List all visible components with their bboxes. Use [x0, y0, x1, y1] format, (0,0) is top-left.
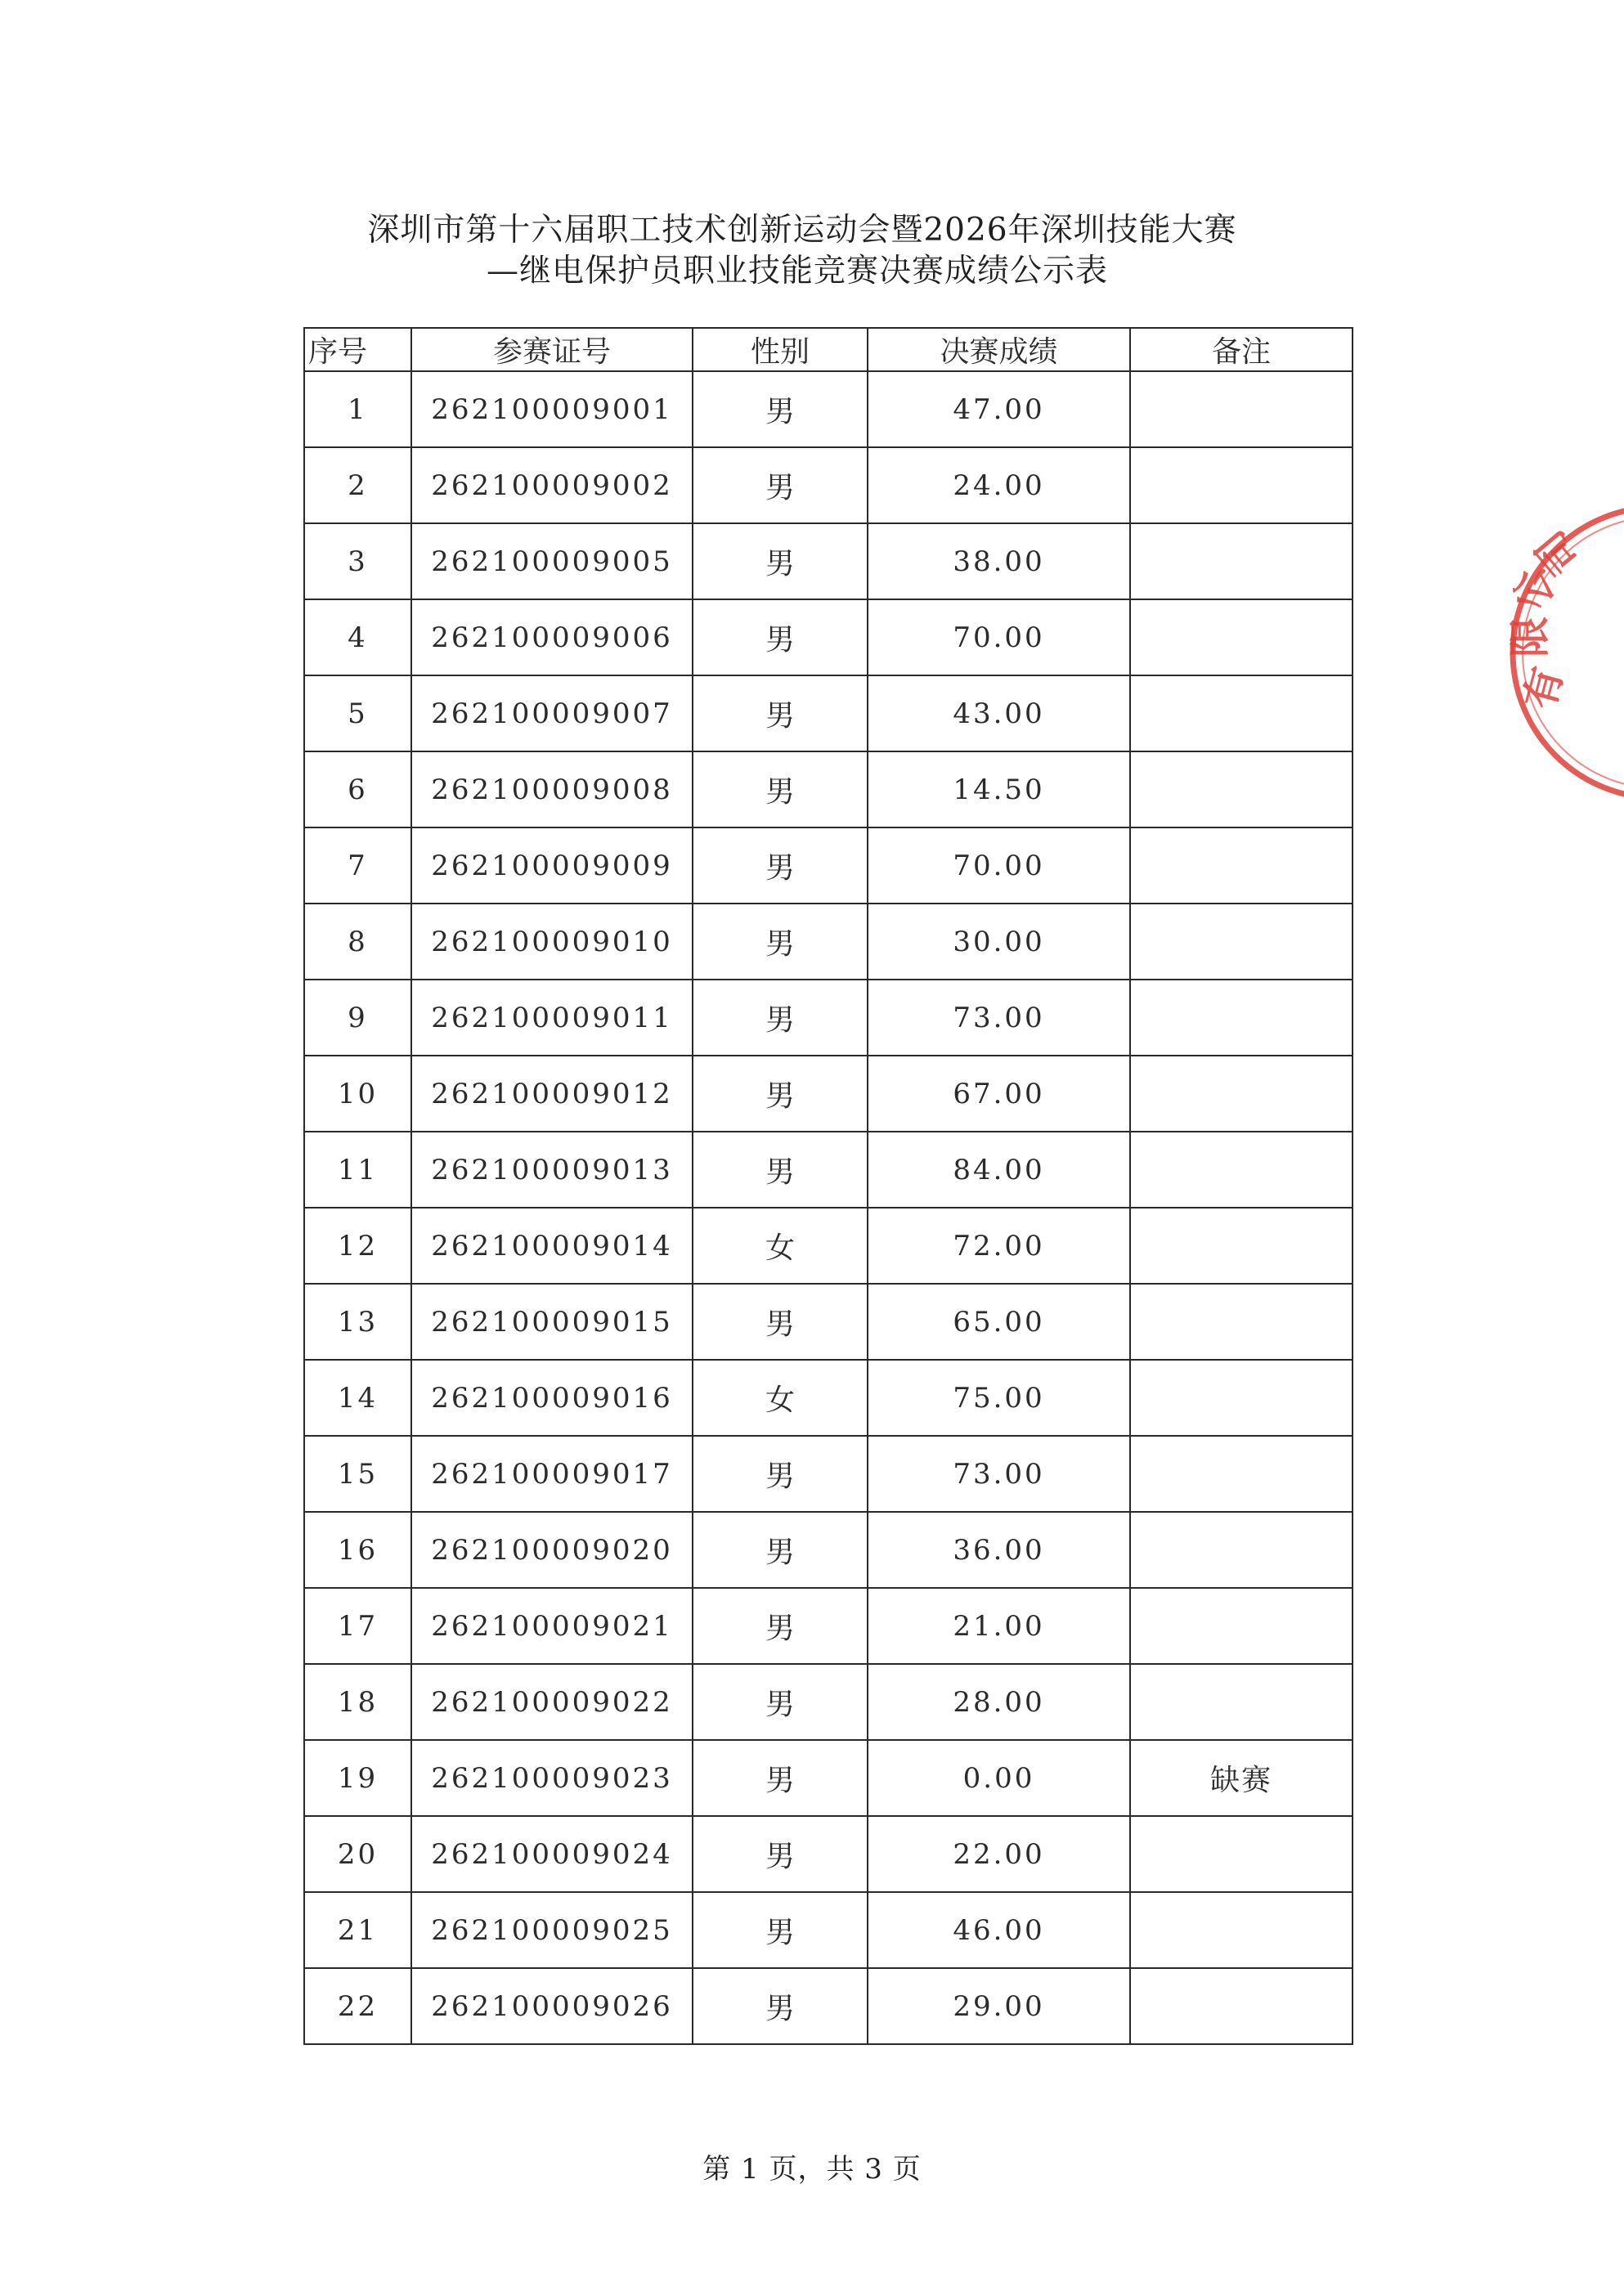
cell-cert-no: 262100009012: [411, 1056, 693, 1132]
table-row: [304, 1968, 1353, 2044]
cell-cert-no: 262100009011: [411, 980, 693, 1056]
cell-final-score: 46.00: [868, 1892, 1130, 1968]
cell-final-score: 38.00: [868, 523, 1130, 599]
cell-final-score: 47.00: [868, 371, 1130, 447]
table-row: [304, 1588, 1353, 1664]
table-row: [304, 1208, 1353, 1284]
cell-note: 缺赛: [1130, 1740, 1353, 1816]
cell-serial-no: 13: [304, 1284, 411, 1360]
cell-serial-no: 12: [304, 1208, 411, 1284]
cell-cert-no: 262100009010: [411, 904, 693, 980]
cell-gender: 男: [693, 1968, 868, 2044]
cell-serial-no: 19: [304, 1740, 411, 1816]
table-row: [304, 1892, 1353, 1968]
cell-cert-no: 262100009009: [411, 827, 693, 904]
cell-cert-no: 262100009022: [411, 1664, 693, 1740]
cell-note: [1130, 1512, 1353, 1588]
cell-serial-no: 4: [304, 599, 411, 675]
header-serial-no: 序号: [304, 328, 411, 371]
cell-final-score: 67.00: [868, 1056, 1130, 1132]
cell-note: [1130, 1892, 1353, 1968]
document-subtitle: —继电保护员职业技能竞赛决赛成绩公示表: [486, 253, 1108, 289]
cell-note: [1130, 751, 1353, 827]
header-final-score: 决赛成绩: [868, 328, 1130, 371]
cell-serial-no: 1: [304, 371, 411, 447]
cell-serial-no: 2: [304, 447, 411, 523]
cell-note: [1130, 1436, 1353, 1512]
cell-note: [1130, 904, 1353, 980]
cell-cert-no: 262100009020: [411, 1512, 693, 1588]
cell-gender: 男: [693, 1816, 868, 1892]
cell-cert-no: 262100009021: [411, 1588, 693, 1664]
cell-gender: 男: [693, 1056, 868, 1132]
cell-gender: 男: [693, 1436, 868, 1512]
cell-cert-no: 262100009007: [411, 675, 693, 751]
cell-cert-no: 262100009014: [411, 1208, 693, 1284]
cell-note: [1130, 523, 1353, 599]
cell-note: [1130, 1056, 1353, 1132]
cell-gender: 男: [693, 980, 868, 1056]
table-row: [304, 751, 1353, 827]
cell-serial-no: 8: [304, 904, 411, 980]
header-cert-no: 参赛证号: [411, 328, 693, 371]
cell-cert-no: 262100009023: [411, 1740, 693, 1816]
table-row: [304, 1512, 1353, 1588]
cell-note: [1130, 675, 1353, 751]
cell-final-score: 29.00: [868, 1968, 1130, 2044]
cell-final-score: 0.00: [868, 1740, 1130, 1816]
cell-note: [1130, 1284, 1353, 1360]
cell-gender: 男: [693, 1284, 868, 1360]
cell-gender: 男: [693, 1512, 868, 1588]
cell-final-score: 84.00: [868, 1132, 1130, 1208]
cell-serial-no: 16: [304, 1512, 411, 1588]
cell-gender: 男: [693, 1740, 868, 1816]
cell-cert-no: 262100009015: [411, 1284, 693, 1360]
cell-final-score: 70.00: [868, 827, 1130, 904]
cell-gender: 男: [693, 523, 868, 599]
cell-gender: 男: [693, 1892, 868, 1968]
cell-note: [1130, 1588, 1353, 1664]
cell-note: [1130, 371, 1353, 447]
cell-serial-no: 3: [304, 523, 411, 599]
cell-final-score: 72.00: [868, 1208, 1130, 1284]
table-row: [304, 1436, 1353, 1512]
cell-serial-no: 6: [304, 751, 411, 827]
cell-final-score: 24.00: [868, 447, 1130, 523]
cell-note: [1130, 1816, 1353, 1892]
cell-serial-no: 14: [304, 1360, 411, 1436]
cell-cert-no: 262100009005: [411, 523, 693, 599]
cell-serial-no: 17: [304, 1588, 411, 1664]
cell-gender: 男: [693, 1132, 868, 1208]
cell-final-score: 43.00: [868, 675, 1130, 751]
table-row: [304, 827, 1353, 904]
cell-serial-no: 11: [304, 1132, 411, 1208]
cell-final-score: 73.00: [868, 980, 1130, 1056]
cell-final-score: 21.00: [868, 1588, 1130, 1664]
table-row: [304, 1816, 1353, 1892]
table-row: [304, 980, 1353, 1056]
document-title: 深圳市第十六届职工技术创新运动会暨2026年深圳技能大赛: [367, 212, 1237, 249]
table-row: [304, 1056, 1353, 1132]
table-row: [304, 1284, 1353, 1360]
cell-final-score: 30.00: [868, 904, 1130, 980]
cell-note: [1130, 1208, 1353, 1284]
cell-serial-no: 15: [304, 1436, 411, 1512]
cell-note: [1130, 980, 1353, 1056]
cell-serial-no: 22: [304, 1968, 411, 2044]
cell-note: [1130, 1664, 1353, 1740]
cell-final-score: 73.00: [868, 1436, 1130, 1512]
svg-text:司: 司: [1526, 521, 1590, 584]
cell-final-score: 65.00: [868, 1284, 1130, 1360]
svg-text:公: 公: [1504, 561, 1563, 617]
cell-gender: 男: [693, 827, 868, 904]
cell-cert-no: 262100009013: [411, 1132, 693, 1208]
cell-cert-no: 262100009001: [411, 371, 693, 447]
cell-gender: 男: [693, 599, 868, 675]
table-row: [304, 1740, 1353, 1816]
cell-serial-no: 10: [304, 1056, 411, 1132]
cell-serial-no: 9: [304, 980, 411, 1056]
cell-note: [1130, 599, 1353, 675]
cell-cert-no: 262100009002: [411, 447, 693, 523]
cell-gender: 男: [693, 675, 868, 751]
cell-note: [1130, 447, 1353, 523]
cell-serial-no: 7: [304, 827, 411, 904]
header-gender: 性别: [693, 328, 868, 371]
cell-note: [1130, 1968, 1353, 2044]
cell-gender: 男: [693, 1664, 868, 1740]
table-row: [304, 599, 1353, 675]
cell-serial-no: 20: [304, 1816, 411, 1892]
page-number: 第 1 页，共 3 页: [702, 2153, 922, 2186]
cell-final-score: 75.00: [868, 1360, 1130, 1436]
table-row: [304, 904, 1353, 980]
cell-cert-no: 262100009025: [411, 1892, 693, 1968]
cell-serial-no: 5: [304, 675, 411, 751]
cell-cert-no: 262100009024: [411, 1816, 693, 1892]
svg-text:有: 有: [1515, 661, 1572, 715]
table-row: [304, 1360, 1353, 1436]
score-table: [303, 327, 1353, 2045]
table-body: [304, 371, 1353, 2044]
cell-gender: 男: [693, 1588, 868, 1664]
table-row: [304, 523, 1353, 599]
cell-cert-no: 262100009006: [411, 599, 693, 675]
cell-note: [1130, 1132, 1353, 1208]
table-row: [304, 447, 1353, 523]
cell-final-score: 28.00: [868, 1664, 1130, 1740]
table-row: [304, 1132, 1353, 1208]
table-row: [304, 371, 1353, 447]
cell-final-score: 14.50: [868, 751, 1130, 827]
cell-note: [1130, 827, 1353, 904]
cell-cert-no: 262100009016: [411, 1360, 693, 1436]
cell-serial-no: 21: [304, 1892, 411, 1968]
cell-gender: 男: [693, 447, 868, 523]
header-note: 备注: [1130, 328, 1353, 371]
cell-final-score: 36.00: [868, 1512, 1130, 1588]
cell-cert-no: 262100009026: [411, 1968, 693, 2044]
company-seal-stamp: [1503, 497, 1624, 808]
table-header-row: [304, 328, 1353, 371]
cell-note: [1130, 1360, 1353, 1436]
cell-final-score: 22.00: [868, 1816, 1130, 1892]
svg-text:限: 限: [1506, 617, 1554, 657]
cell-gender: 男: [693, 904, 868, 980]
cell-gender: 女: [693, 1360, 868, 1436]
cell-gender: 女: [693, 1208, 868, 1284]
cell-cert-no: 262100009017: [411, 1436, 693, 1512]
cell-final-score: 70.00: [868, 599, 1130, 675]
cell-cert-no: 262100009008: [411, 751, 693, 827]
cell-serial-no: 18: [304, 1664, 411, 1740]
cell-gender: 男: [693, 371, 868, 447]
cell-gender: 男: [693, 751, 868, 827]
table-row: [304, 1664, 1353, 1740]
table-row: [304, 675, 1353, 751]
